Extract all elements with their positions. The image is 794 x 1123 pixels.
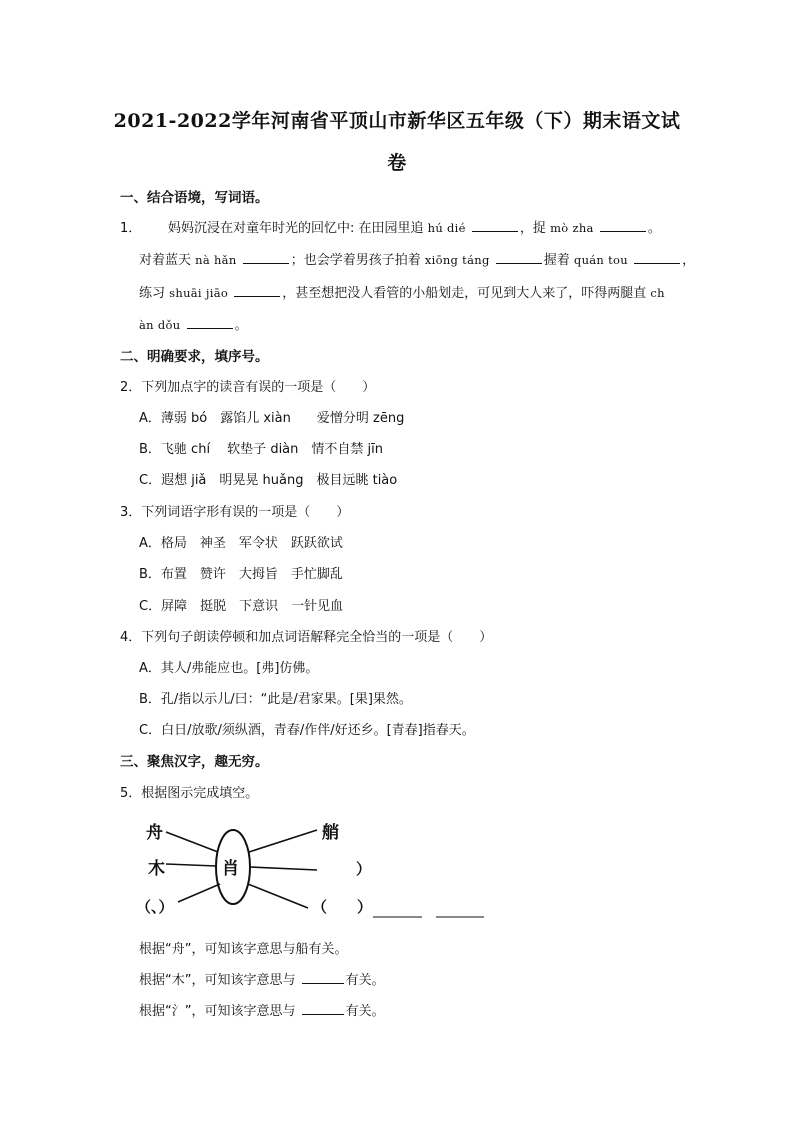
answer-blank[interactable]	[634, 252, 680, 264]
q5-text: 有关。	[345, 1004, 385, 1019]
q1-line3	[139, 282, 665, 301]
q2-stem: 2．下列加点字的读音有误的一项是（ ）	[120, 380, 376, 395]
right-char-blank: （ ）	[312, 898, 373, 916]
pinyin: ch	[650, 286, 665, 300]
q1-text: ，捉	[519, 221, 546, 236]
q2-option-c[interactable]: C．遐想 jiǎ 明晃晃 huǎng 极目远眺 tiào	[139, 473, 398, 488]
left-radical-boat: 舟	[146, 823, 163, 843]
section3-heading: 三、聚焦汉字，趣无穷。	[120, 754, 269, 770]
answer-blank[interactable]	[187, 317, 233, 329]
q5-stem: 5．根据图示完成填空。	[120, 786, 259, 801]
answer-blank[interactable]	[243, 252, 289, 264]
connector-line	[248, 884, 308, 908]
q1-line4	[139, 314, 248, 333]
q4-stem: 4．下列句子朗读停顿和加点词语解释完全恰当的一项是（ ）	[120, 630, 493, 645]
answer-blank[interactable]	[472, 220, 518, 232]
connector-line	[166, 864, 216, 866]
q2-option-b[interactable]: B．飞驰 chí 软垫子 diàn 情不自禁 jīn	[139, 442, 383, 457]
pinyin: shuāi jiāo	[169, 286, 229, 300]
exam-title-line2: 卷	[387, 152, 407, 174]
q1-text: 。	[647, 221, 661, 236]
answer-blank[interactable]	[302, 1003, 344, 1015]
q1-line2	[139, 249, 695, 268]
answer-blank[interactable]	[234, 285, 280, 297]
center-char: 肖	[222, 859, 239, 879]
left-radical-blank: （、）	[136, 898, 174, 916]
right-char-blank: ）	[356, 860, 372, 878]
connector-line	[250, 867, 317, 870]
pinyin: hú dié	[427, 221, 466, 235]
q1-text: 。	[234, 318, 248, 333]
q5-text: 根据“氵”，可知该字意思与	[139, 1004, 296, 1019]
connector-line	[166, 832, 218, 852]
q4-option-b[interactable]: B．孔/指以示儿/曰：“此是/君家果。[果]果然。	[139, 692, 412, 707]
pinyin: nà hǎn	[195, 253, 237, 267]
q5-text: 根据“木”，可知该字意思与	[139, 973, 296, 988]
q1-text: ，	[682, 253, 696, 268]
q3-option-c[interactable]: C．屏障 挺脱 下意识 一针见血	[139, 599, 344, 614]
pinyin: àn dǒu	[139, 318, 181, 332]
q4-option-c[interactable]: C．白日/放歌/须纵酒，青春/作伴/好还乡。[青春]指春天。	[139, 723, 475, 738]
q1-line1	[120, 217, 661, 236]
q1-text: 练习	[139, 286, 166, 301]
q5-fill-3	[139, 1000, 385, 1019]
section2-heading: 二、明确要求，填序号。	[120, 349, 269, 365]
pinyin: mò zha	[550, 221, 594, 235]
connector-line	[249, 830, 317, 852]
right-char-shao: 艄	[322, 823, 339, 843]
section1-heading: 一、结合语境，写词语。	[120, 190, 269, 206]
q5-text: 有关。	[345, 973, 385, 988]
q5-fill-2	[139, 969, 385, 988]
answer-blank[interactable]	[600, 220, 646, 232]
q3-stem: 3．下列词语字形有误的一项是（ ）	[120, 505, 350, 520]
q1-text: ，甚至想把没人看管的小船划走，可见到大人来了，吓得两腿直	[282, 286, 647, 301]
q3-option-a[interactable]: A．格局 神圣 军令状 跃跃欲试	[139, 536, 343, 551]
q1-text: 对着蓝天	[139, 253, 192, 268]
q1-text: 妈妈沉浸在对童年时光的回忆中: 在田园里追	[168, 221, 424, 236]
q1-text: 握着	[543, 253, 570, 268]
left-radical-wood: 木	[148, 859, 165, 879]
q1-text: ；也会学着男孩子拍着	[290, 253, 421, 268]
radical-diagram	[130, 812, 500, 922]
pinyin: quán tou	[573, 253, 628, 267]
answer-blank[interactable]	[302, 972, 344, 984]
q1-number: 1．	[120, 221, 142, 236]
q3-option-b[interactable]: B．布置 赞许 大拇旨 手忙脚乱	[139, 567, 343, 582]
connector-line	[178, 884, 220, 902]
q5-fill-1: 根据“舟”，可知该字意思与船有关。	[139, 942, 348, 957]
pinyin: xiōng táng	[424, 253, 490, 267]
answer-blank[interactable]	[496, 252, 542, 264]
exam-title-line1: 2021-2022学年河南省平顶山市新华区五年级（下）期末语文试	[113, 110, 681, 132]
q2-option-a[interactable]: A．薄弱 bó 露馅儿 xiàn 爱憎分明 zēng	[139, 411, 405, 426]
q4-option-a[interactable]: A．其人/弗能应也。[弗]仿佛。	[139, 661, 319, 676]
